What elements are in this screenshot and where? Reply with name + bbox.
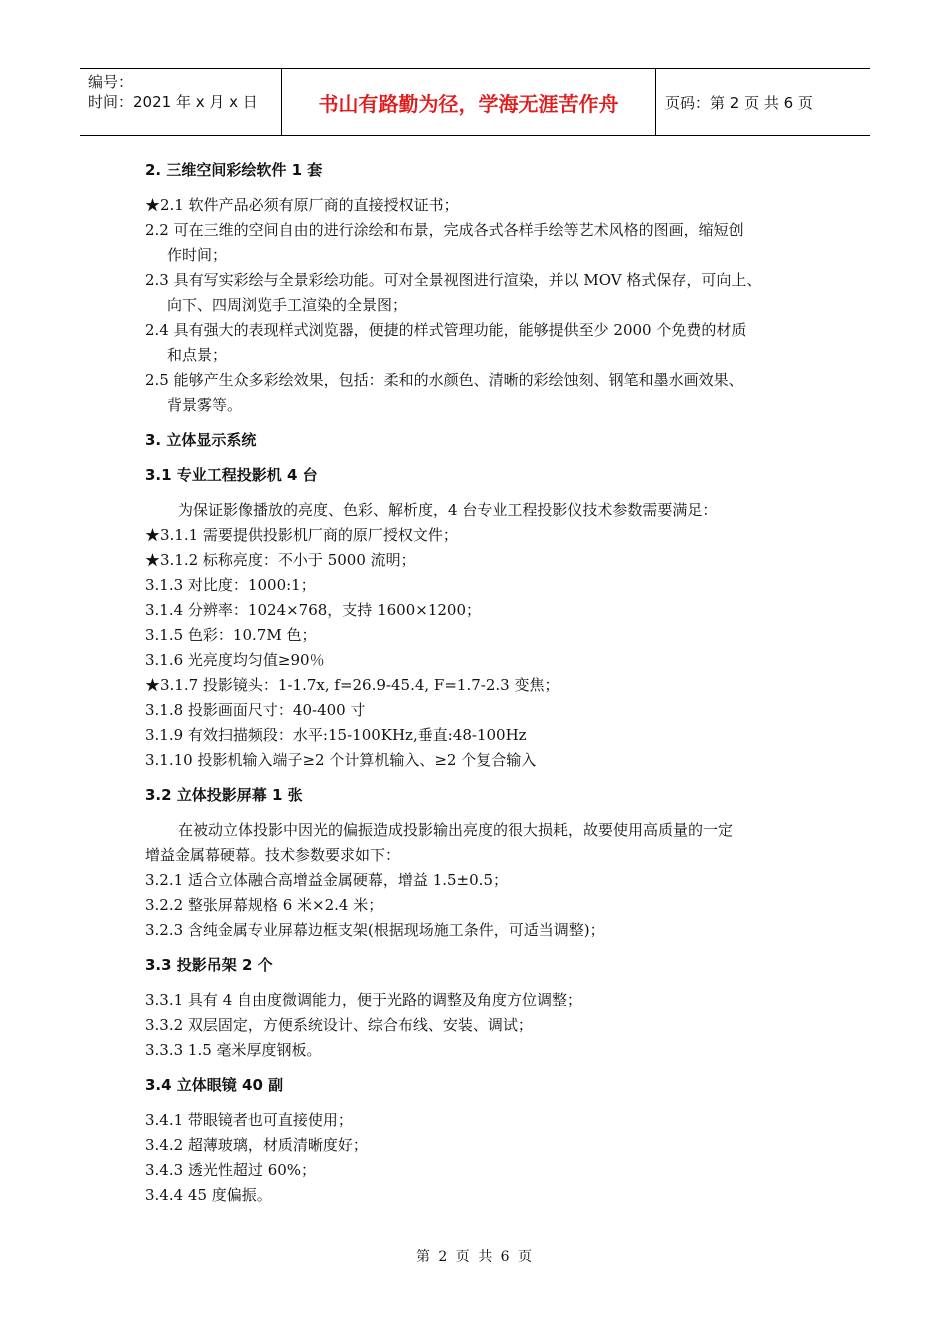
list-item: 3.3.1 具有 4 自由度微调能力，便于光路的调整及角度方位调整； [145, 991, 583, 1009]
list-item: ★3.1.2 标称亮度：不小于 5000 流明； [145, 551, 416, 569]
list-item: 3.1.8 投影画面尺寸：40-400 寸 [145, 701, 366, 719]
paragraph-line: 2.3 具有写实彩绘与全景彩绘功能。可对全景视图进行渲染，并以 MOV 格式保存，可向上、 [145, 271, 762, 289]
list-item: 3.1.3 对比度：1000:1； [145, 576, 316, 594]
list-item: 3.2.3 含纯金属专业屏幕边框支架(根据现场施工条件，可适当调整)； [145, 921, 605, 939]
document-body [145, 158, 825, 1208]
list-item: 3.1.9 有效扫描频段：水平:15-100KHz,垂直:48-100Hz [145, 726, 527, 744]
list-item: 3.3.3 1.5 毫米厚度钢板。 [145, 1041, 322, 1059]
paragraph-line: 增益金属幕硬幕。技术参数要求如下： [145, 846, 401, 864]
list-item: 3.3.2 双层固定，方便系统设计、综合布线、安装、调试； [145, 1016, 533, 1034]
list-item: 3.1.6 光亮度均匀值≥90％ [145, 651, 325, 669]
list-item: 3.1.5 色彩：10.7M 色； [145, 626, 317, 644]
list-item: 3.4.2 超薄玻璃，材质清晰度好； [145, 1136, 368, 1154]
paragraph-line: 背景雾等。 [167, 396, 243, 414]
paragraph-line: 2.2 可在三维的空间自由的进行涂绘和布景，完成各式各样手绘等艺术风格的图画，缩短创 [145, 221, 744, 239]
header-left-cell [80, 69, 282, 135]
header-page-number: 页码：第 2 页 共 6 页 [665, 93, 813, 112]
header-motto: 书山有路勤为径，学海无涯苦作舟 [282, 69, 656, 135]
list-item: ★3.1.1 需要提供投影机厂商的原厂授权文件； [145, 526, 458, 544]
section-heading: 2. 三维空间彩绘软件 1 套 [145, 161, 323, 179]
serial-number-label: 编号： [88, 73, 134, 91]
list-item: 3.4.1 带眼镜者也可直接使用； [145, 1111, 353, 1129]
paragraph-line: 和点景； [167, 346, 228, 364]
paragraph-line: ★2.1 软件产品必须有原厂商的直接授权证书； [145, 196, 459, 214]
paragraph-line: 2.5 能够产生众多彩绘效果，包括：柔和的水颜色、清晰的彩绘蚀刻、钢笔和墨水画效果、 [145, 371, 744, 389]
subsection-heading: 3.2 立体投影屏幕 1 张 [145, 786, 303, 804]
subsection-heading: 3.3 投影吊架 2 个 [145, 956, 273, 974]
list-item: 3.4.3 透光性超过 60%； [145, 1161, 317, 1179]
page-header [80, 68, 870, 136]
list-item: 3.1.10 投影机输入端子≥2 个计算机输入、≥2 个复合输入 [145, 751, 537, 769]
page-footer: 第 2 页 共 6 页 [415, 1249, 535, 1265]
list-item: ★3.1.7 投影镜头：1-1.7x, f=26.9-45.4, F=1.7-2.3 变焦； [145, 676, 560, 694]
subsection-heading: 3.4 立体眼镜 40 副 [145, 1076, 284, 1094]
paragraph-line: 2.4 具有强大的表现样式浏览器，便捷的样式管理功能，能够提供至少 2000 个免费的材质 [145, 321, 747, 339]
list-item: 3.1.4 分辨率：1024×768，支持 1600×1200； [145, 601, 481, 619]
paragraph-line: 在被动立体投影中因光的偏振造成投影输出亮度的很大损耗，故要使用高质量的一定 [178, 821, 734, 839]
subsection-heading: 3.1 专业工程投影机 4 台 [145, 466, 318, 484]
section-heading: 3. 立体显示系统 [145, 431, 257, 449]
list-item: 3.2.2 整张屏幕规格 6 米×2.4 米； [145, 896, 384, 914]
date-label: 时间：2021 年 x 月 x 日 [88, 93, 258, 111]
paragraph-line: 向下、四周浏览手工渲染的全景图； [167, 296, 408, 314]
paragraph-line: 作时间； [167, 246, 228, 264]
list-item: 3.4.4 45 度偏振。 [145, 1186, 272, 1204]
list-item: 3.2.1 适合立体融合高增益金属硬幕，增益 1.5±0.5； [145, 871, 508, 889]
paragraph-line: 为保证影像播放的亮度、色彩、解析度，4 台专业工程投影仪技术参数需要满足： [178, 501, 718, 519]
